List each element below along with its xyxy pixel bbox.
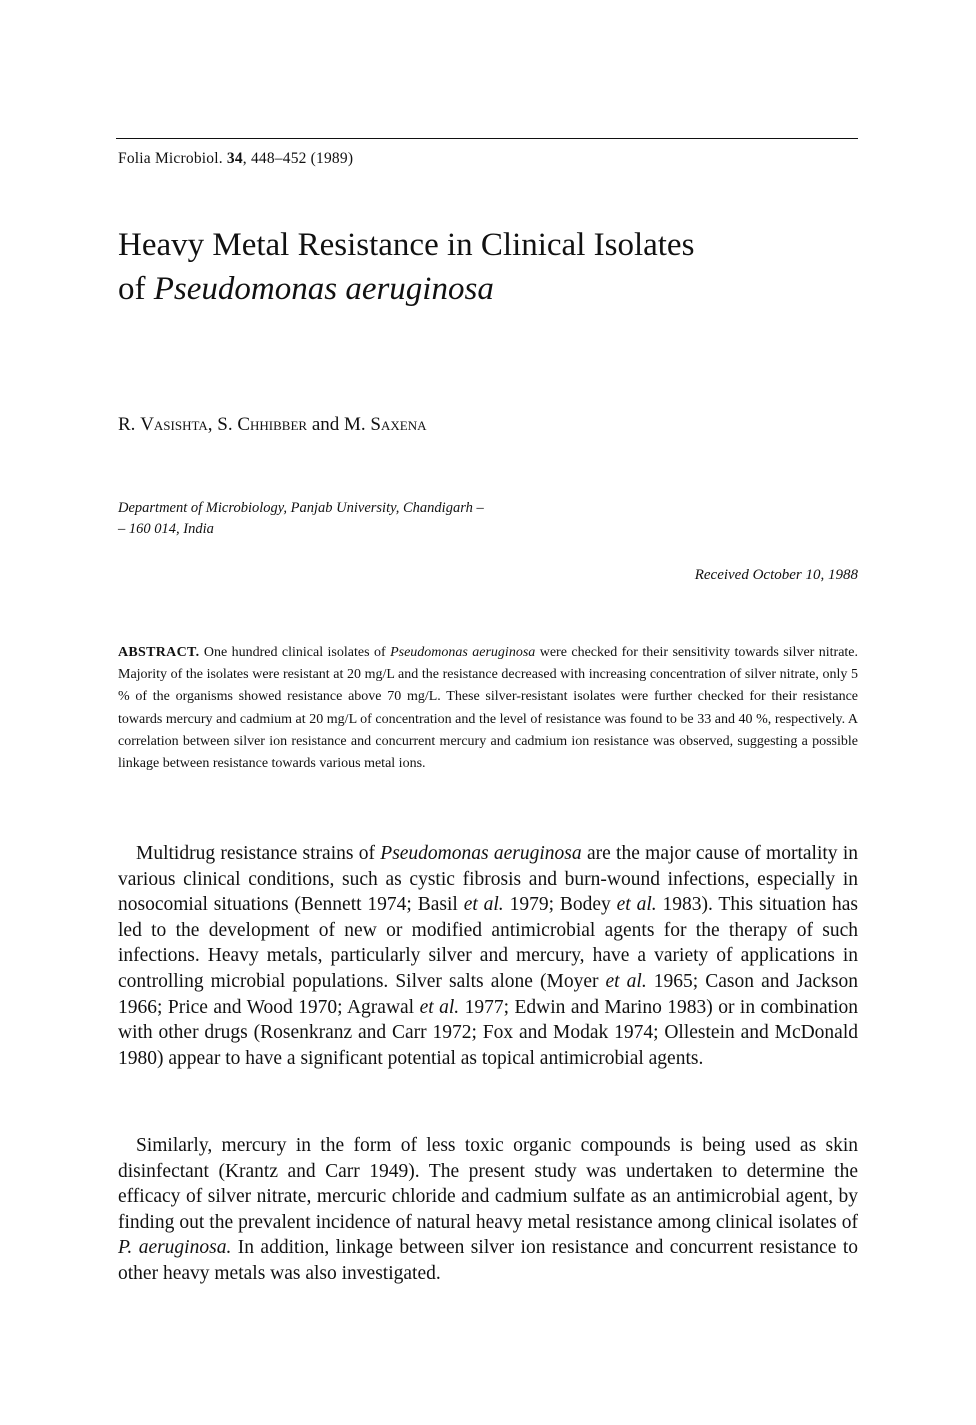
affiliation-line-2: – 160 014, India bbox=[118, 521, 214, 537]
author-1-name: Vasishta bbox=[140, 414, 208, 435]
p1-text-a: Multidrug resistance strains of bbox=[136, 843, 375, 864]
received-date: Received October 10, 1988 bbox=[694, 567, 858, 583]
p1-text-b: are the major cause of mortality in various clinical conditions, such as cystic fibrosis and burn-wound infections, especially in nosocomial situations (Bennett 1974; Basil bbox=[118, 843, 859, 916]
title-line-2-prefix: of bbox=[118, 271, 146, 307]
author-2-initial: S. bbox=[217, 414, 233, 435]
abstract bbox=[118, 642, 858, 775]
journal-pages-year: , 448–452 (1989) bbox=[242, 150, 354, 167]
author-conjunction: and bbox=[311, 414, 340, 435]
p1-etal-4: et al. bbox=[419, 996, 460, 1018]
journal-volume: 34 bbox=[226, 150, 243, 167]
title-species: Pseudomonas aeruginosa bbox=[153, 271, 494, 307]
header-rule bbox=[116, 138, 858, 139]
p1-etal-1: et al. bbox=[463, 894, 504, 916]
affiliation bbox=[118, 498, 484, 540]
author-2-name: Chhibber bbox=[237, 414, 308, 435]
author-separator: , bbox=[207, 414, 213, 435]
article-title bbox=[118, 223, 878, 311]
p1-text-d: 1983). This situation has led to the development of new or modified antimicrobial agents for the therapy of such infections. Heavy metals, particularly silver and mercury, have a variety of applications in controlling microbial populations. Silver salts alone (Moyer bbox=[118, 894, 858, 992]
p1-etal-3: et al. bbox=[605, 970, 647, 992]
abstract-label: ABSTRACT. bbox=[118, 645, 200, 660]
abstract-text-1: One hundred clinical isolates of bbox=[203, 645, 386, 660]
abstract-species: Pseudomonas aeruginosa bbox=[390, 645, 536, 660]
author-list bbox=[118, 414, 426, 436]
title-line-1: Heavy Metal Resistance in Clinical Isolates bbox=[118, 227, 695, 263]
p2-text-b: In addition, linkage between silver ion resistance and concurrent resistance to other heavy metals was also investigated. bbox=[118, 1237, 859, 1284]
body-paragraph-1 bbox=[118, 841, 858, 1071]
p1-text-e: 1965; Cason and Jackson 1966; Price and Wood 1970; Agrawal bbox=[118, 970, 859, 1018]
author-1-initial: R. bbox=[118, 414, 136, 435]
p1-text-c: 1979; Bodey bbox=[509, 894, 611, 916]
p1-species: Pseudomonas aeruginosa bbox=[380, 843, 582, 864]
p1-etal-2: et al. bbox=[616, 894, 657, 916]
author-3-name: Saxena bbox=[370, 414, 427, 435]
p1-text-f: 1977; Edwin and Marino 1983) or in combination with other drugs (Rosenkranz and Carr 1972; Fox and Modak 1974; Ollestein and McDonald 1980) appear to have a significant potential as topical antimicrobial agents. bbox=[118, 996, 859, 1069]
abstract-text-2: were checked for their sensitivity towards silver nitrate. Majority of the isolates were resistant at 20 mg/L and the resistance decreased with increasing concentration of silver nitrate, only 5 % of the organisms showed resistance above 70 mg/L. These silver-resistant isolates were further checked for their resistance towards mercury and cadmium at 20 mg/L of concentration and the level of resistance was found to be 33 and 40 %, respectively. A correlation between silver ion resistance and concurrent mercury and cadmium ion resistance was observed, suggesting a possible linkage between resistance towards various metal ions. bbox=[118, 645, 859, 772]
journal-name: Folia Microbiol. bbox=[118, 150, 223, 167]
body-paragraph-2 bbox=[118, 1133, 858, 1287]
author-3-initial: M. bbox=[344, 414, 366, 435]
affiliation-line-1: Department of Microbiology, Panjab University, Chandigarh – bbox=[118, 500, 484, 516]
journal-citation bbox=[118, 150, 353, 168]
p2-species: P. aeruginosa. bbox=[118, 1237, 232, 1259]
title-line-2 bbox=[118, 267, 878, 311]
p2-text-a: Similarly, mercury in the form of less toxic organic compounds is being used as skin disinfectant (Krantz and Carr 1949). The present study was undertaken to determine the efficacy of silver nitrate, mercuric chloride and cadmium sulfate as an antimicrobial agent, by finding out the prevalent incidence of natural heavy metal resistance among clinical isolates of bbox=[118, 1135, 858, 1233]
